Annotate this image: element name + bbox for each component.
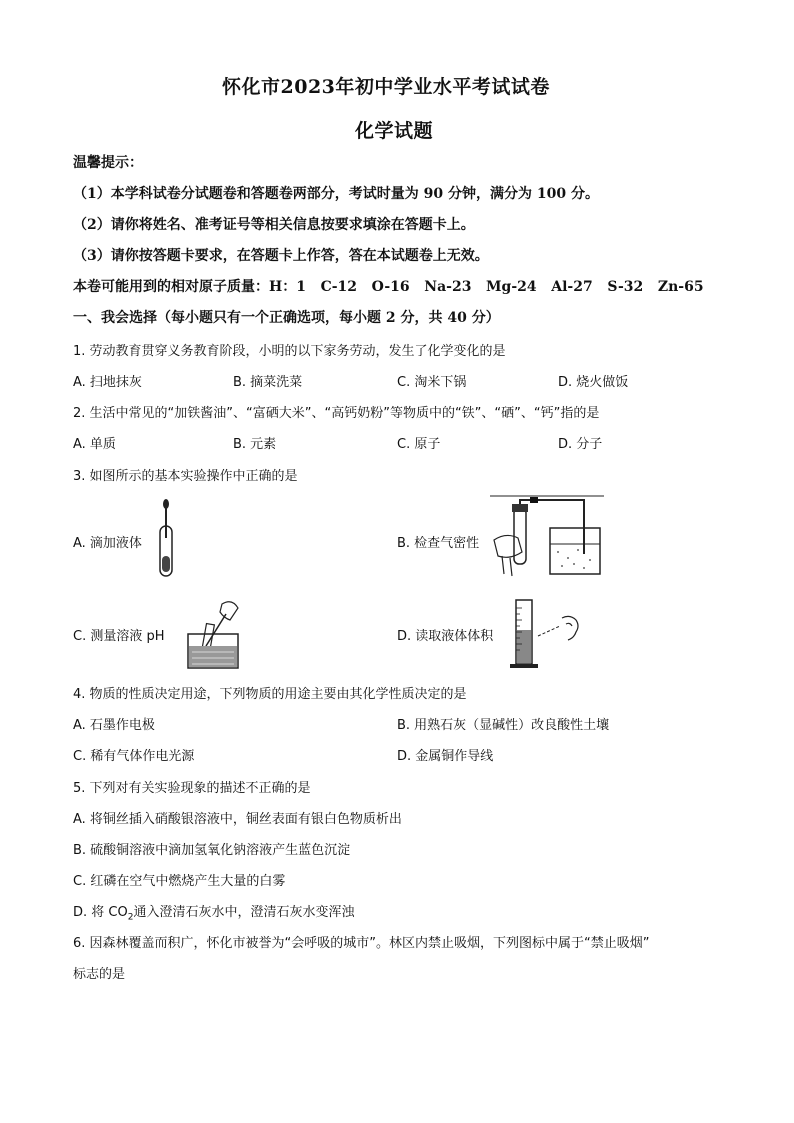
notice-heading: 温馨提示： (73, 155, 143, 171)
notice-item-1: （1）本学科试卷分试题卷和答题卷两部分，考试时量为 90 分钟，满分为 100 分。 (73, 186, 599, 202)
q4-option-b[interactable]: B. 用熟石灰（显碱性）改良酸性土壤 (397, 718, 610, 733)
question-2-stem: 2. 生活中常见的“加铁酱油”、“富硒大米”、“高钙奶粉”等物质中的“铁”、“硒”、“钙”指的是 (73, 406, 600, 421)
question-3-stem: 3. 如图所示的基本实验操作中正确的是 (73, 469, 298, 484)
q5-option-d-suffix: 通入澄清石灰水中，澄清石灰水变浑浊 (133, 905, 355, 920)
q1-option-b[interactable]: B. 摘菜洗菜 (233, 375, 303, 390)
question-6-stem-line-2: 标志的是 (73, 967, 126, 982)
ph-measurement-illustration (186, 598, 250, 672)
airtightness-check-illustration (488, 494, 606, 580)
q3-option-b[interactable]: B. 检查气密性 (397, 536, 480, 551)
notice-item-2: （2）请你将姓名、准考证号等相关信息按要求填涂在答题卡上。 (73, 217, 475, 233)
q5-option-d-subscript: 2 (127, 912, 134, 923)
q1-option-c[interactable]: C. 淘米下锅 (397, 375, 467, 390)
section-heading: 一、我会选择（每小题只有一个正确选项，每小题 2 分，共 40 分） (73, 310, 500, 326)
q1-option-a[interactable]: A. 扫地抹灰 (73, 375, 142, 390)
q3-option-a[interactable]: A. 滴加液体 (73, 536, 142, 551)
q2-option-c[interactable]: C. 原子 (397, 437, 441, 452)
question-1-stem: 1. 劳动教育贯穿义务教育阶段，小明的以下家务劳动，发生了化学变化的是 (73, 344, 506, 359)
exam-subtitle: 化学试题 (355, 120, 434, 142)
q2-option-a[interactable]: A. 单质 (73, 437, 116, 452)
q4-option-a[interactable]: A. 石墨作电极 (73, 718, 155, 733)
q5-option-b[interactable]: B. 硫酸铜溶液中滴加氢氧化钠溶液产生蓝色沉淀 (73, 843, 351, 858)
atomic-masses: 本卷可能用到的相对原子质量：H：1 C-12 O-16 Na-23 Mg-24 Al-27 S-32 Zn-65 (73, 279, 704, 295)
q3-option-d[interactable]: D. 读取液体体积 (397, 629, 494, 644)
dropper-test-tube-illustration (150, 498, 180, 580)
q5-option-a[interactable]: A. 将铜丝插入硝酸银溶液中，铜丝表面有银白色物质析出 (73, 812, 402, 827)
question-5-stem: 5. 下列对有关实验现象的描述不正确的是 (73, 781, 311, 796)
question-6-stem-line-1: 6. 因森林覆盖而积广，怀化市被誉为“会呼吸的城市”。林区内禁止吸烟，下列图标中属于“禁止吸烟” (73, 936, 650, 951)
q5-option-d[interactable] (73, 901, 354, 923)
q1-option-d[interactable]: D. 烧火做饭 (558, 375, 629, 390)
q4-option-d[interactable]: D. 金属铜作导线 (397, 749, 494, 764)
q3-option-c[interactable]: C. 测量溶液 pH (73, 629, 165, 644)
q5-option-c[interactable]: C. 红磷在空气中燃烧产生大量的白雾 (73, 874, 286, 889)
exam-title: 怀化市2023年初中学业水平考试试卷 (222, 76, 550, 98)
q2-option-d[interactable]: D. 分子 (558, 437, 603, 452)
q2-option-b[interactable]: B. 元素 (233, 437, 277, 452)
q4-option-c[interactable]: C. 稀有气体作电光源 (73, 749, 195, 764)
notice-item-3: （3）请你按答题卡要求，在答题卡上作答，答在本试题卷上无效。 (73, 248, 489, 264)
q5-option-d-prefix: D. 将 CO (73, 905, 128, 920)
question-4-stem: 4. 物质的性质决定用途，下列物质的用途主要由其化学性质决定的是 (73, 687, 467, 702)
graduated-cylinder-reading-illustration (508, 596, 588, 672)
